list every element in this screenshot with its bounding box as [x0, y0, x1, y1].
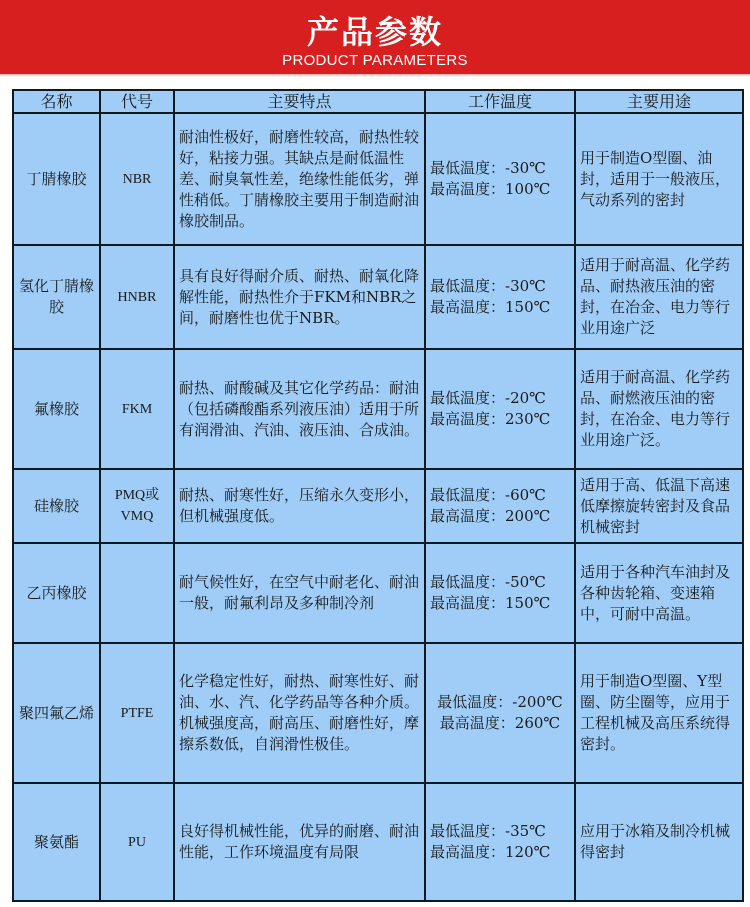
material-code: PMQ或VMQ	[100, 469, 174, 543]
table-row	[13, 349, 743, 469]
temp-max: 最高温度：150℃	[430, 298, 551, 316]
material-name: 丁腈橡胶	[13, 113, 100, 245]
temp-min: 最低温度：-60℃	[430, 486, 546, 504]
material-usage: 适用于高、低温下高速低摩擦旋转密封及食品机械密封	[575, 469, 743, 543]
working-temperature	[425, 113, 575, 245]
material-name: 硅橡胶	[13, 469, 100, 543]
temp-min: 最低温度：-50℃	[430, 573, 546, 591]
usage-text: 适用于耐高温、化学药品、耐热液压油的密封，在冶金、电力等行业用途广泛	[580, 256, 731, 337]
working-temperature	[425, 469, 575, 543]
table-row	[13, 783, 743, 901]
working-temperature	[425, 349, 575, 469]
table-row	[13, 643, 743, 783]
material-name: 氢化丁腈橡胶	[13, 245, 100, 349]
banner-subtitle: PRODUCT PARAMETERS	[282, 52, 468, 69]
temp-max: 最高温度：200℃	[430, 507, 551, 525]
material-code	[100, 543, 174, 643]
header-usage: 主要用途	[575, 90, 743, 113]
material-name: 乙丙橡胶	[13, 543, 100, 643]
material-features: 耐热、耐酸碱及其它化学药品：耐油（包括磷酸酯系列液压油）适用于所有润滑油、汽油、液压油、合成油。	[174, 349, 425, 469]
material-code: PTFE	[100, 643, 174, 783]
material-name: 氟橡胶	[13, 349, 100, 469]
table-row	[13, 543, 743, 643]
table-row	[13, 469, 743, 543]
material-code: NBR	[100, 113, 174, 245]
material-usage: 用于制造O型圈、油封，适用于一般液压，气动系列的密封	[575, 113, 743, 245]
table-header-row	[13, 90, 743, 113]
banner-title: 产品参数	[306, 13, 443, 51]
header-working-temp: 工作温度	[425, 90, 575, 113]
header-features: 主要特点	[174, 90, 425, 113]
material-features: 良好得机械性能，优异的耐磨、耐油性能，工作环境温度有局限	[174, 783, 425, 901]
material-code: FKM	[100, 349, 174, 469]
temp-max: 最高温度：120℃	[430, 843, 551, 861]
material-name: 聚四氟乙烯	[13, 643, 100, 783]
temp-min: 最低温度：-30℃	[430, 159, 546, 177]
table-row	[13, 245, 743, 349]
temp-max: 最高温度：260℃	[439, 714, 561, 732]
banner-divider	[0, 74, 750, 77]
header-code: 代号	[100, 90, 174, 113]
temp-min: 最低温度：-35℃	[430, 822, 546, 840]
material-features	[174, 113, 425, 245]
product-parameters-banner	[0, 0, 750, 74]
temp-min: 最低温度：-20℃	[430, 389, 546, 407]
material-features: 耐气候性好，在空气中耐老化、耐油一般，耐氟利昂及多种制冷剂	[174, 543, 425, 643]
temp-min: 最低温度：-30℃	[430, 277, 546, 295]
material-features: 具有良好得耐介质、耐热、耐氧化降解性能，耐热性介于FKM和NBR之间，耐磨性也优于NBR。	[174, 245, 425, 349]
material-name: 聚氨酯	[13, 783, 100, 901]
table-row	[13, 113, 743, 245]
features-text: 耐油性极好，耐磨性较高，耐热性较好，粘接力强。其缺点是耐低温性差、耐臭氧性差，绝缘性能低劣，弹性稍低。丁腈橡胶主要用于制造耐油橡胶制品。	[179, 127, 420, 230]
material-usage: 适用于耐高温、化学药品、耐燃液压油的密封，在冶金、电力等行业用途广泛。	[575, 349, 743, 469]
material-features: 化学稳定性好，耐热、耐寒性好、耐油、水、汽、化学药品等各种介质。机械强度高，耐高压、耐磨性好，摩擦系数低，自润滑性极佳。	[174, 643, 425, 783]
temp-max: 最高温度：150℃	[430, 594, 551, 612]
temp-min: 最低温度：-200℃	[437, 693, 563, 711]
material-code: PU	[100, 783, 174, 901]
temp-max: 最高温度：100℃	[430, 180, 551, 198]
material-usage	[575, 245, 743, 349]
material-usage: 用于制造O型圈、Y型圈、防尘圈等，应用于工程机械及高压系统得密封。	[575, 643, 743, 783]
working-temperature	[425, 245, 575, 349]
working-temperature	[425, 643, 575, 783]
temp-max: 最高温度：230℃	[430, 410, 551, 428]
product-parameters-table	[12, 89, 744, 902]
material-usage: 适用于各种汽车油封及各种齿轮箱、变速箱中，可耐中高温。	[575, 543, 743, 643]
material-features: 耐热、耐寒性好，压缩永久变形小，但机械强度低。	[174, 469, 425, 543]
material-code: HNBR	[100, 245, 174, 349]
material-usage: 应用于冰箱及制冷机械得密封	[575, 783, 743, 901]
working-temperature	[425, 783, 575, 901]
header-name: 名称	[13, 90, 100, 113]
working-temperature	[425, 543, 575, 643]
